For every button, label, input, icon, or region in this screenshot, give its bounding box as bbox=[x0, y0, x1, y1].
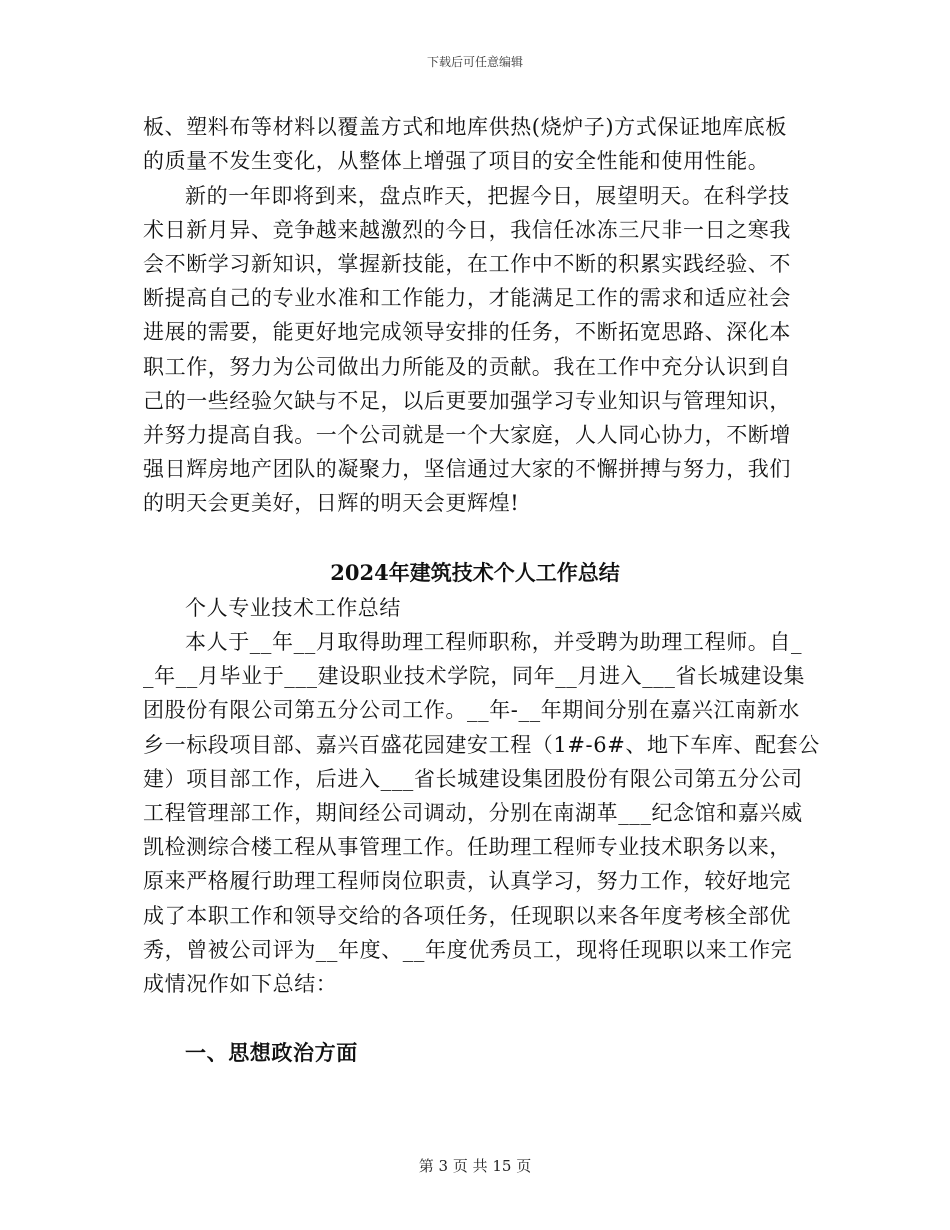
paragraph-line: 的质量不发生变化，从整体上增强了项目的安全性能和使用性能。 bbox=[143, 149, 770, 173]
paragraph-line: 术日新月异、竞争越来越激烈的今日，我信任冰冻三尺非一日之寒我 bbox=[143, 218, 791, 242]
paragraph-line: 进展的需要，能更好地完成领导安排的任务，不断拓宽思路、深化本 bbox=[143, 320, 791, 344]
section-heading: 一、思想政治方面 bbox=[185, 1040, 358, 1065]
paragraph-line: 板、塑料布等材料以覆盖方式和地库供热(烧炉子)方式保证地库底板 bbox=[143, 115, 787, 139]
subtitle: 个人专业技术工作总结 bbox=[185, 596, 401, 620]
page-number: 第 3 页 共 15 页 bbox=[418, 1157, 532, 1175]
paragraph-line: 己的一些经验欠缺与不足，以后更要加强学习专业知识与管理知识， bbox=[143, 389, 791, 413]
paragraph-line: 团股份有限公司第五分公司工作。__年-__年期间分别在嘉兴江南新水 bbox=[143, 698, 800, 722]
paragraph-line: 乡一标段项目部、嘉兴百盛花园建安工程（1#-6#、地下车库、配套公 bbox=[143, 733, 820, 757]
paragraph-line: 工程管理部工作，期间经公司调动，分别在南湖革___纪念馆和嘉兴威 bbox=[143, 801, 803, 825]
paragraph-line: _年__月毕业于___建设职业技术学院，同年__月进入___省长城建设集 bbox=[143, 664, 806, 688]
paragraph-line: 会不断学习新知识，掌握新技能，在工作中不断的积累实践经验、不 bbox=[143, 252, 791, 276]
paragraph-line: 凯检测综合楼工程从事管理工作。任助理工程师专业技术职务以来， bbox=[143, 835, 791, 859]
paragraph-line: 成情况作如下总结： bbox=[143, 972, 338, 996]
section-title: 2024年建筑技术个人工作总结 bbox=[330, 560, 620, 585]
paragraph-line: 职工作，努力为公司做出力所能及的贡献。我在工作中充分认识到自 bbox=[143, 355, 791, 379]
paragraph-line: 建）项目部工作，后进入___省长城建设集团股份有限公司第五分公司 bbox=[143, 767, 803, 791]
page-header: 下载后可任意编辑 bbox=[426, 55, 523, 69]
paragraph-line: 的明天会更美好，日辉的明天会更辉煌! bbox=[143, 491, 520, 515]
paragraph-line: 本人于__年__月取得助理工程师职称，并受聘为助理工程师。自_ bbox=[185, 630, 803, 654]
paragraph-line: 断提高自己的专业水准和工作能力，才能满足工作的需求和适应社会 bbox=[143, 286, 791, 310]
paragraph-line: 并努力提高自我。一个公司就是一个大家庭，人人同心协力，不断增 bbox=[143, 423, 791, 447]
paragraph-line: 原来严格履行助理工程师岗位职责，认真学习，努力工作，较好地完 bbox=[143, 869, 791, 893]
paragraph-line: 秀，曾被公司评为__年度、__年度优秀员工，现将任现职以来工作完 bbox=[143, 938, 793, 962]
paragraph-line: 成了本职工作和领导交给的各项任务，任现职以来各年度考核全部优 bbox=[143, 904, 791, 928]
paragraph-line: 强日辉房地产团队的凝聚力，坚信通过大家的不懈拼搏与努力，我们 bbox=[143, 457, 791, 481]
paragraph-line: 新的一年即将到来，盘点昨天，把握今日，展望明天。在科学技 bbox=[185, 184, 790, 208]
